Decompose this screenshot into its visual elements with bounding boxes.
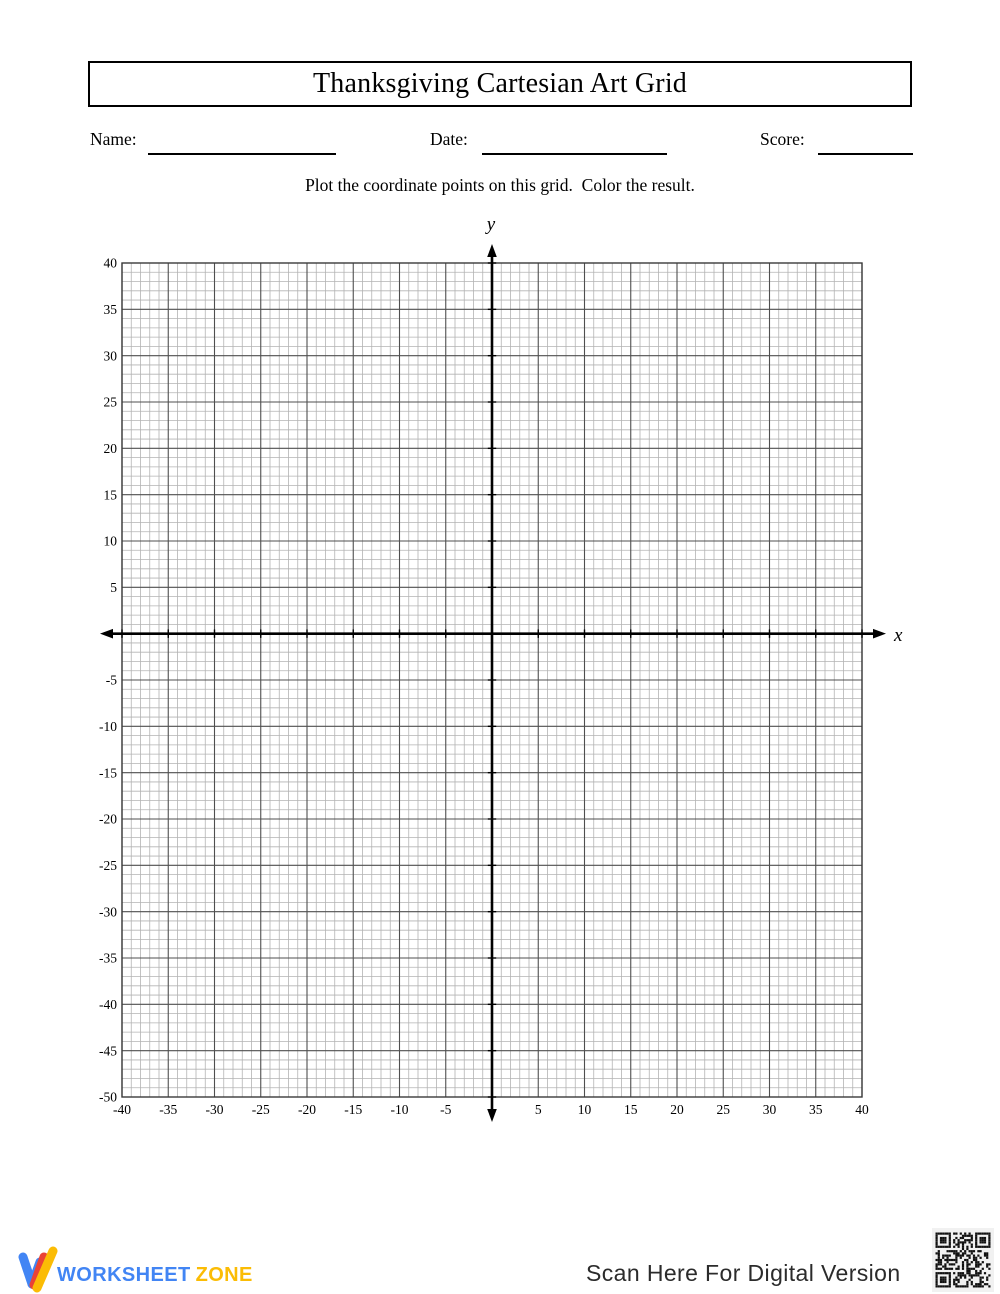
svg-text:-5: -5: [105, 672, 117, 688]
svg-text:-15: -15: [99, 765, 117, 781]
svg-text:-40: -40: [113, 1102, 131, 1117]
svg-text:40: 40: [855, 1102, 869, 1117]
svg-text:25: 25: [716, 1102, 730, 1117]
svg-text:-30: -30: [99, 904, 117, 920]
svg-text:20: 20: [670, 1102, 684, 1117]
svg-text:-20: -20: [99, 811, 117, 827]
svg-text:-35: -35: [159, 1102, 178, 1117]
scan-here-text: Scan Here For Digital Version: [586, 1260, 901, 1286]
svg-text:40: 40: [103, 255, 117, 271]
svg-text:30: 30: [762, 1102, 777, 1117]
svg-text:-20: -20: [298, 1102, 316, 1117]
qr-code: [932, 1228, 994, 1292]
svg-text:5: 5: [534, 1102, 542, 1117]
svg-text:x: x: [894, 625, 903, 646]
page-title: Thanksgiving Cartesian Art Grid: [312, 68, 688, 99]
svg-text:35: 35: [809, 1102, 823, 1117]
score-label: Score:: [760, 129, 805, 149]
svg-text:15: 15: [103, 487, 117, 503]
logo-text-worksheet: WORKSHEET: [57, 1264, 191, 1286]
worksheetzone-logo-text: [57, 1264, 253, 1287]
svg-text:-30: -30: [205, 1102, 224, 1117]
svg-text:-25: -25: [251, 1102, 270, 1117]
svg-text:-40: -40: [99, 996, 117, 1012]
svg-text:-35: -35: [99, 950, 117, 966]
svg-text:-50: -50: [99, 1089, 117, 1105]
svg-text:25: 25: [103, 394, 117, 410]
logo-text-zone: ZONE: [195, 1264, 253, 1286]
svg-text:-10: -10: [390, 1102, 409, 1117]
svg-text:10: 10: [103, 533, 117, 549]
svg-text:20: 20: [103, 440, 117, 456]
instruction-text: Plot the coordinate points on this grid. Color the result.: [305, 175, 695, 195]
svg-text:35: 35: [103, 301, 117, 317]
svg-text:-25: -25: [99, 857, 117, 873]
svg-text:-5: -5: [440, 1102, 452, 1117]
svg-text:5: 5: [110, 579, 117, 595]
svg-text:15: 15: [624, 1102, 638, 1117]
date-label: Date:: [430, 129, 468, 149]
svg-text:30: 30: [103, 348, 117, 364]
svg-text:10: 10: [577, 1102, 592, 1117]
svg-text:y: y: [486, 214, 496, 235]
worksheetzone-logo-icon: [16, 1244, 60, 1294]
svg-text:-15: -15: [344, 1102, 363, 1117]
svg-text:-10: -10: [99, 718, 117, 734]
name-label: Name:: [90, 129, 137, 149]
svg-text:-45: -45: [99, 1043, 117, 1059]
